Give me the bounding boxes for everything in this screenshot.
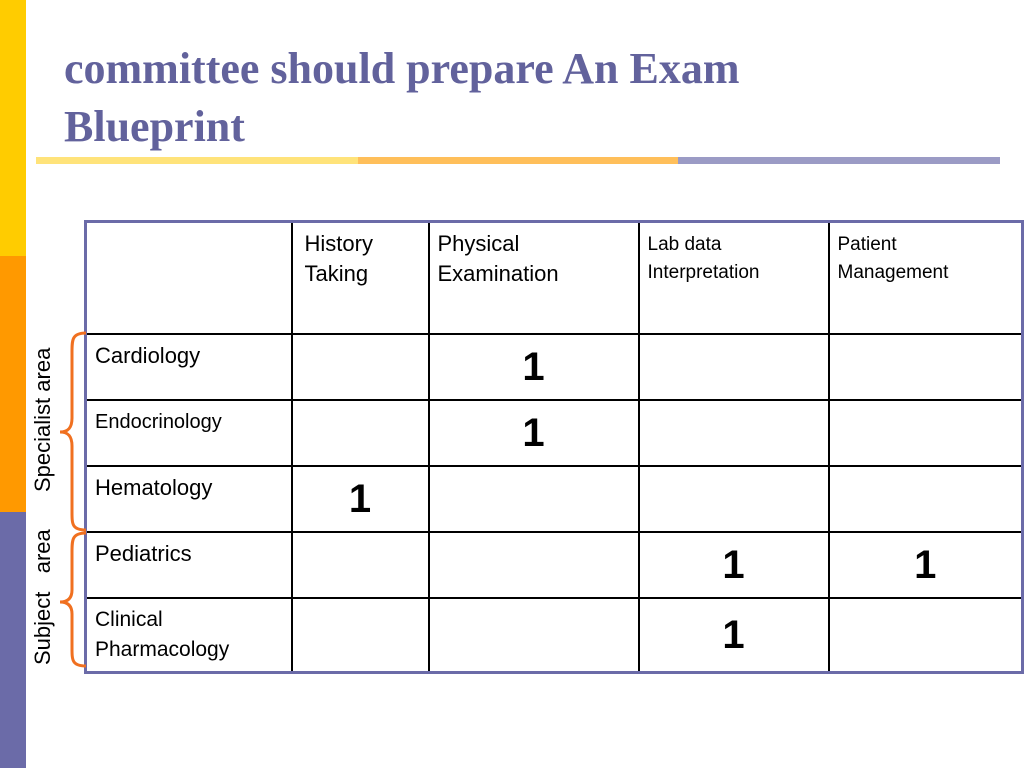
row-label-hematology: Hematology	[86, 466, 292, 532]
title-line-1: committee should prepare An Exam	[64, 44, 740, 93]
row-label-endocrinology: Endocrinology	[86, 400, 292, 466]
table-cell: 1	[429, 334, 639, 400]
table-cell: 1	[639, 598, 829, 673]
specialist-area-label: Specialist area	[30, 347, 55, 492]
subject-area-label: Subject area	[30, 529, 55, 665]
table-cell: 1	[429, 400, 639, 466]
table-cell: 1	[829, 532, 1023, 598]
row-label-clinical-pharmacology: Clinical Pharmacology	[86, 598, 292, 673]
row-label-pediatrics: Pediatrics	[86, 532, 292, 598]
header-patient-management: Patient Management	[829, 222, 1023, 334]
header-physical-examination: Physical Examination	[429, 222, 639, 334]
specialist-brace-icon	[60, 333, 86, 530]
table-cell: 1	[639, 532, 829, 598]
header-lab-data-interpretation: Lab data Interpretation	[639, 222, 829, 334]
subject-brace-icon	[60, 533, 86, 666]
row-label-cardiology: Cardiology	[86, 334, 292, 400]
header-history-taking: History Taking	[292, 222, 429, 334]
title-line-2: Blueprint	[64, 102, 245, 151]
table-cell: 1	[292, 466, 429, 532]
